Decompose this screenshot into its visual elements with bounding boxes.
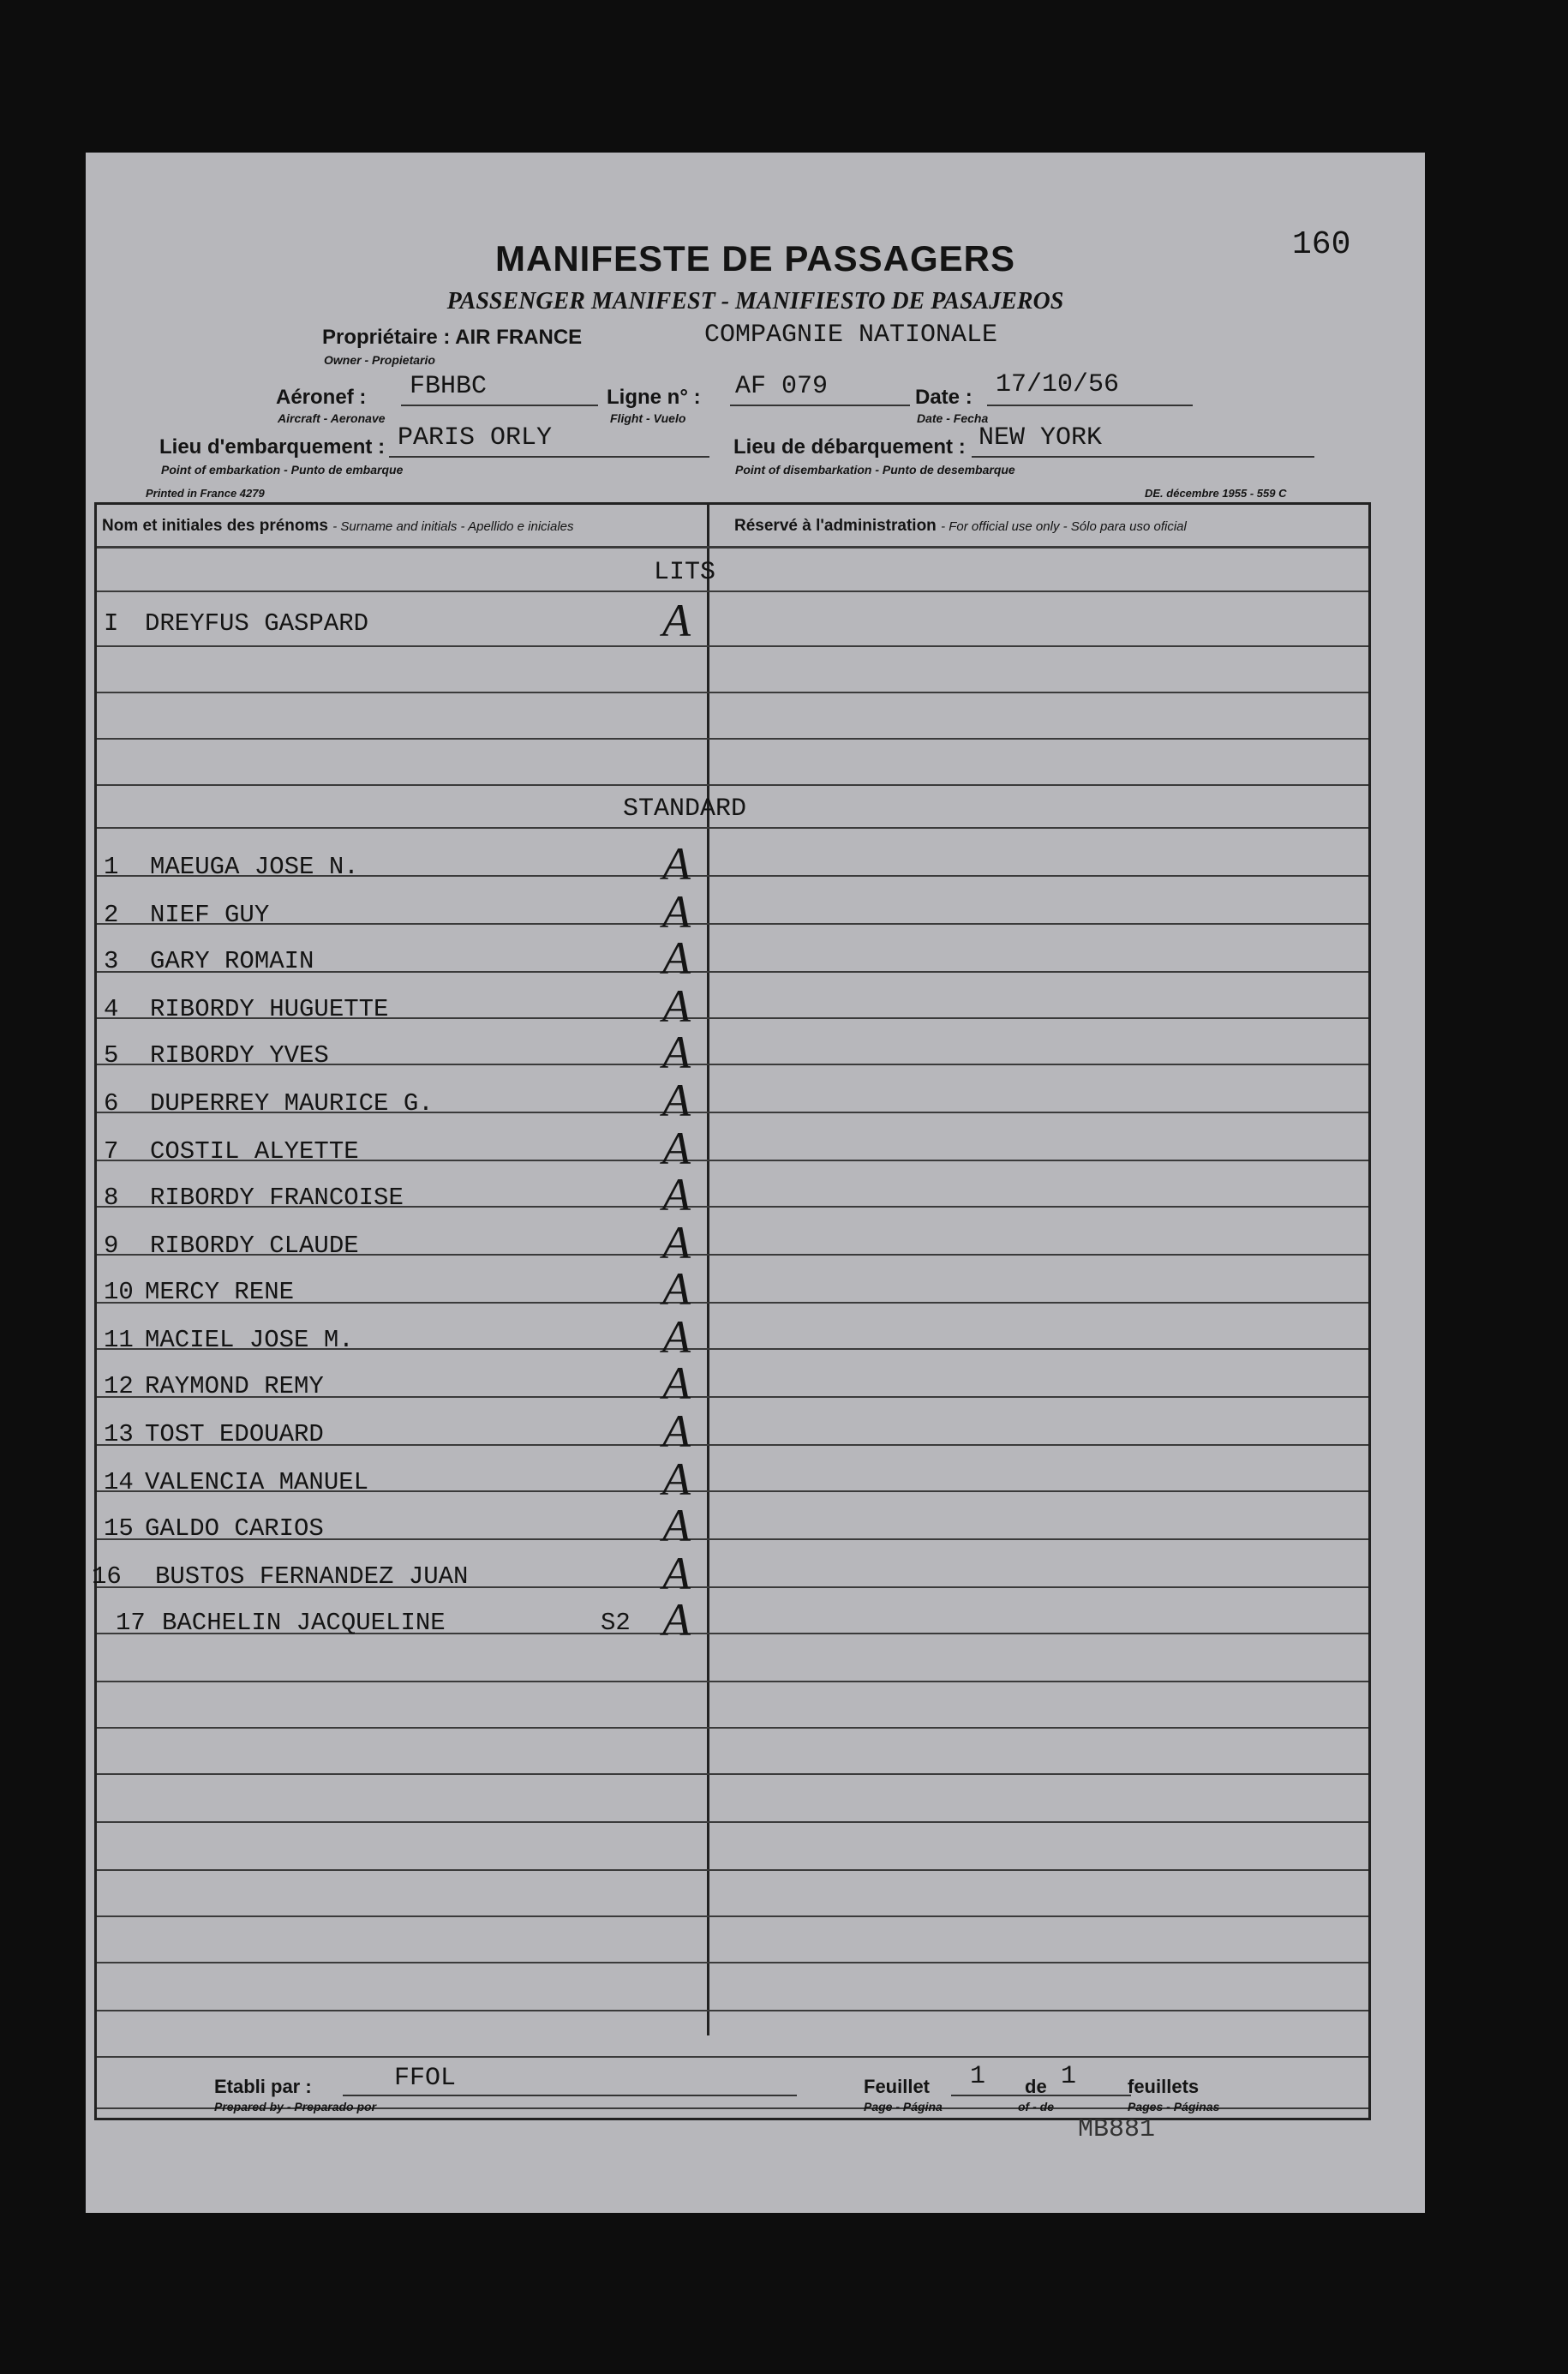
passenger-number: 5 (104, 1041, 119, 1070)
passenger-number: 14 (104, 1468, 134, 1496)
handwritten-mark: A (662, 1263, 691, 1315)
table-rule (97, 591, 1368, 592)
passenger-number: 6 (104, 1089, 119, 1118)
total-value: 1 (1061, 2062, 1077, 2091)
passenger-row (97, 1027, 707, 1079)
passenger-number: 1 (104, 853, 119, 881)
passenger-name: DUPERREY MAURICE G. (150, 1089, 434, 1118)
handwritten-mark: A (662, 1454, 691, 1505)
passenger-name: RIBORDY CLAUDE (150, 1232, 359, 1260)
passenger-name: RIBORDY FRANCOISE (150, 1184, 404, 1212)
handwritten-mark: A (662, 1075, 691, 1126)
table-rule (97, 1869, 1368, 1871)
handwritten-mark: A (662, 1123, 691, 1174)
handwritten-mark: A (662, 1594, 691, 1646)
form-code: DE. décembre 1955 - 559 C (1145, 487, 1287, 500)
passenger-name: MERCY RENE (145, 1278, 295, 1306)
passenger-row (97, 1311, 707, 1364)
passenger-name: MACIEL JOSE M. (145, 1326, 354, 1354)
passenger-name: BACHELIN JACQUELINE (162, 1609, 446, 1637)
section-standard: STANDARD (623, 794, 747, 824)
passenger-name: MAEUGA JOSE N. (150, 853, 359, 881)
aircraft-label: Aéronef : (276, 386, 367, 409)
passenger-row (97, 1594, 707, 1646)
table-rule (97, 1773, 1368, 1775)
table-rule (97, 1681, 1368, 1682)
passenger-name: RIBORDY HUGUETTE (150, 995, 389, 1023)
passenger-name: DREYFUS GASPARD (145, 609, 369, 638)
handwritten-mark: A (662, 1500, 691, 1551)
passenger-row (97, 1454, 707, 1506)
passenger-number: 2 (104, 901, 119, 929)
passenger-row (97, 1358, 707, 1410)
passenger-row (97, 1500, 707, 1552)
passenger-number: 16 (92, 1562, 122, 1591)
form-title: MANIFESTE DE PASSAGERS (495, 238, 1015, 279)
owner-label: Propriétaire : AIR FRANCE (322, 326, 583, 349)
passenger-number: 4 (104, 995, 119, 1023)
passenger-name: NIEF GUY (150, 901, 270, 929)
table-rule (97, 1727, 1368, 1729)
passenger-name: TOST EDOUARD (145, 1420, 324, 1448)
passenger-row (97, 1075, 707, 1127)
footer (94, 2038, 1371, 2120)
passenger-row (97, 1123, 707, 1175)
handwritten-mark: A (662, 595, 691, 646)
handwritten-mark: A (662, 1358, 691, 1409)
owner-sub: Owner - Propietario (324, 353, 435, 367)
prepared-sub: Prepared by - Preparado por (214, 2100, 377, 2113)
passenger-code: S2 (601, 1609, 631, 1637)
sheet-sub: Page - Página (864, 2100, 943, 2113)
passenger-number: 12 (104, 1372, 134, 1400)
embark-value: PARIS ORLY (398, 423, 553, 453)
passenger-row (97, 886, 707, 938)
handwritten-mark: A (662, 886, 691, 938)
passenger-row (97, 1406, 707, 1458)
passenger-table (94, 502, 1371, 2120)
date-label: Date : (915, 386, 973, 409)
passenger-name: VALENCIA MANUEL (145, 1468, 369, 1496)
passenger-number: 10 (104, 1278, 134, 1306)
handwritten-mark: A (662, 1548, 691, 1599)
sheet-value: 1 (970, 2062, 986, 2091)
stamp: MB881 (1078, 2115, 1156, 2144)
printed-note: Printed in France 4279 (146, 487, 265, 500)
passenger-row (97, 1263, 707, 1316)
table-rule (97, 784, 1368, 786)
handwritten-mark: A (662, 838, 691, 890)
col1-header: Nom et initiales des prénoms - Surname and initials - Apellido e iniciales (102, 517, 574, 535)
handwritten-mark: A (662, 980, 691, 1032)
passenger-name: BUSTOS FERNANDEZ JUAN (155, 1562, 469, 1591)
handwritten-mark: A (662, 1217, 691, 1268)
page-number: 160 (1292, 226, 1351, 263)
aircraft-value: FBHBC (410, 372, 488, 401)
passenger-number: 17 (116, 1609, 146, 1637)
disembark-value: NEW YORK (979, 423, 1103, 453)
passenger-number: 3 (104, 947, 119, 975)
passenger-name: GALDO CARIOS (145, 1514, 324, 1543)
passenger-name: COSTIL ALYETTE (150, 1137, 359, 1166)
embark-label: Lieu d'embarquement : (159, 435, 386, 459)
section-lits: LITS (654, 558, 716, 587)
table-rule (97, 2010, 1368, 2011)
handwritten-mark: A (662, 1027, 691, 1078)
date-value: 17/10/56 (996, 370, 1120, 399)
passenger-row (97, 1217, 707, 1269)
disembark-label: Lieu de débarquement : (733, 435, 966, 459)
table-rule (97, 692, 1368, 693)
prepared-value: FFOL (394, 2064, 457, 2093)
aircraft-sub: Aircraft - Aeronave (278, 411, 386, 425)
passenger-number: 15 (104, 1514, 134, 1543)
manifest-sheet (86, 153, 1425, 2213)
passenger-number: I (104, 609, 119, 638)
of-label: de (1025, 2076, 1047, 2097)
embark-sub: Point of embarkation - Punto de embarque (161, 463, 404, 477)
flight-label: Ligne n° : (607, 386, 701, 409)
passenger-number: 11 (104, 1326, 134, 1354)
passenger-name: RIBORDY YVES (150, 1041, 329, 1070)
handwritten-mark: A (662, 1406, 691, 1457)
prepared-label: Etabli par : (214, 2076, 312, 2097)
passenger-number: 13 (104, 1420, 134, 1448)
flight-value: AF 079 (735, 372, 829, 401)
of-sub: of - de (1018, 2100, 1054, 2113)
sheets-label: feuillets (1128, 2076, 1200, 2097)
sheets-sub: Pages - Páginas (1128, 2100, 1220, 2113)
passenger-row (92, 1548, 707, 1600)
passenger-name: GARY ROMAIN (150, 947, 314, 975)
handwritten-mark: A (662, 932, 691, 984)
passenger-number: 7 (104, 1137, 119, 1166)
passenger-name: RAYMOND REMY (145, 1372, 324, 1400)
date-sub: Date - Fecha (917, 411, 989, 425)
flight-sub: Flight - Vuelo (610, 411, 686, 425)
col2-header: Réservé à l'administration - For official use only - Sólo para uso oficial (734, 517, 1187, 535)
passenger-row (97, 838, 707, 890)
table-rule (97, 738, 1368, 740)
owner-value: COMPAGNIE NATIONALE (704, 321, 998, 350)
table-rule (97, 1821, 1368, 1823)
handwritten-mark: A (662, 1311, 691, 1363)
table-rule (97, 827, 1368, 829)
passenger-row (97, 1169, 707, 1221)
passenger-row (97, 595, 707, 647)
passenger-number: 9 (104, 1232, 119, 1260)
passenger-number: 8 (104, 1184, 119, 1212)
form-subtitle: PASSENGER MANIFEST - MANIFIESTO DE PASAJEROS (446, 288, 1064, 315)
table-rule (97, 1962, 1368, 1963)
handwritten-mark: A (662, 1169, 691, 1220)
disembark-sub: Point of disembarkation - Punto de desembarque (735, 463, 1015, 477)
passenger-row (97, 932, 707, 985)
passenger-row (97, 980, 707, 1033)
table-rule (97, 1915, 1368, 1917)
sheet-label: Feuillet (864, 2076, 931, 2097)
